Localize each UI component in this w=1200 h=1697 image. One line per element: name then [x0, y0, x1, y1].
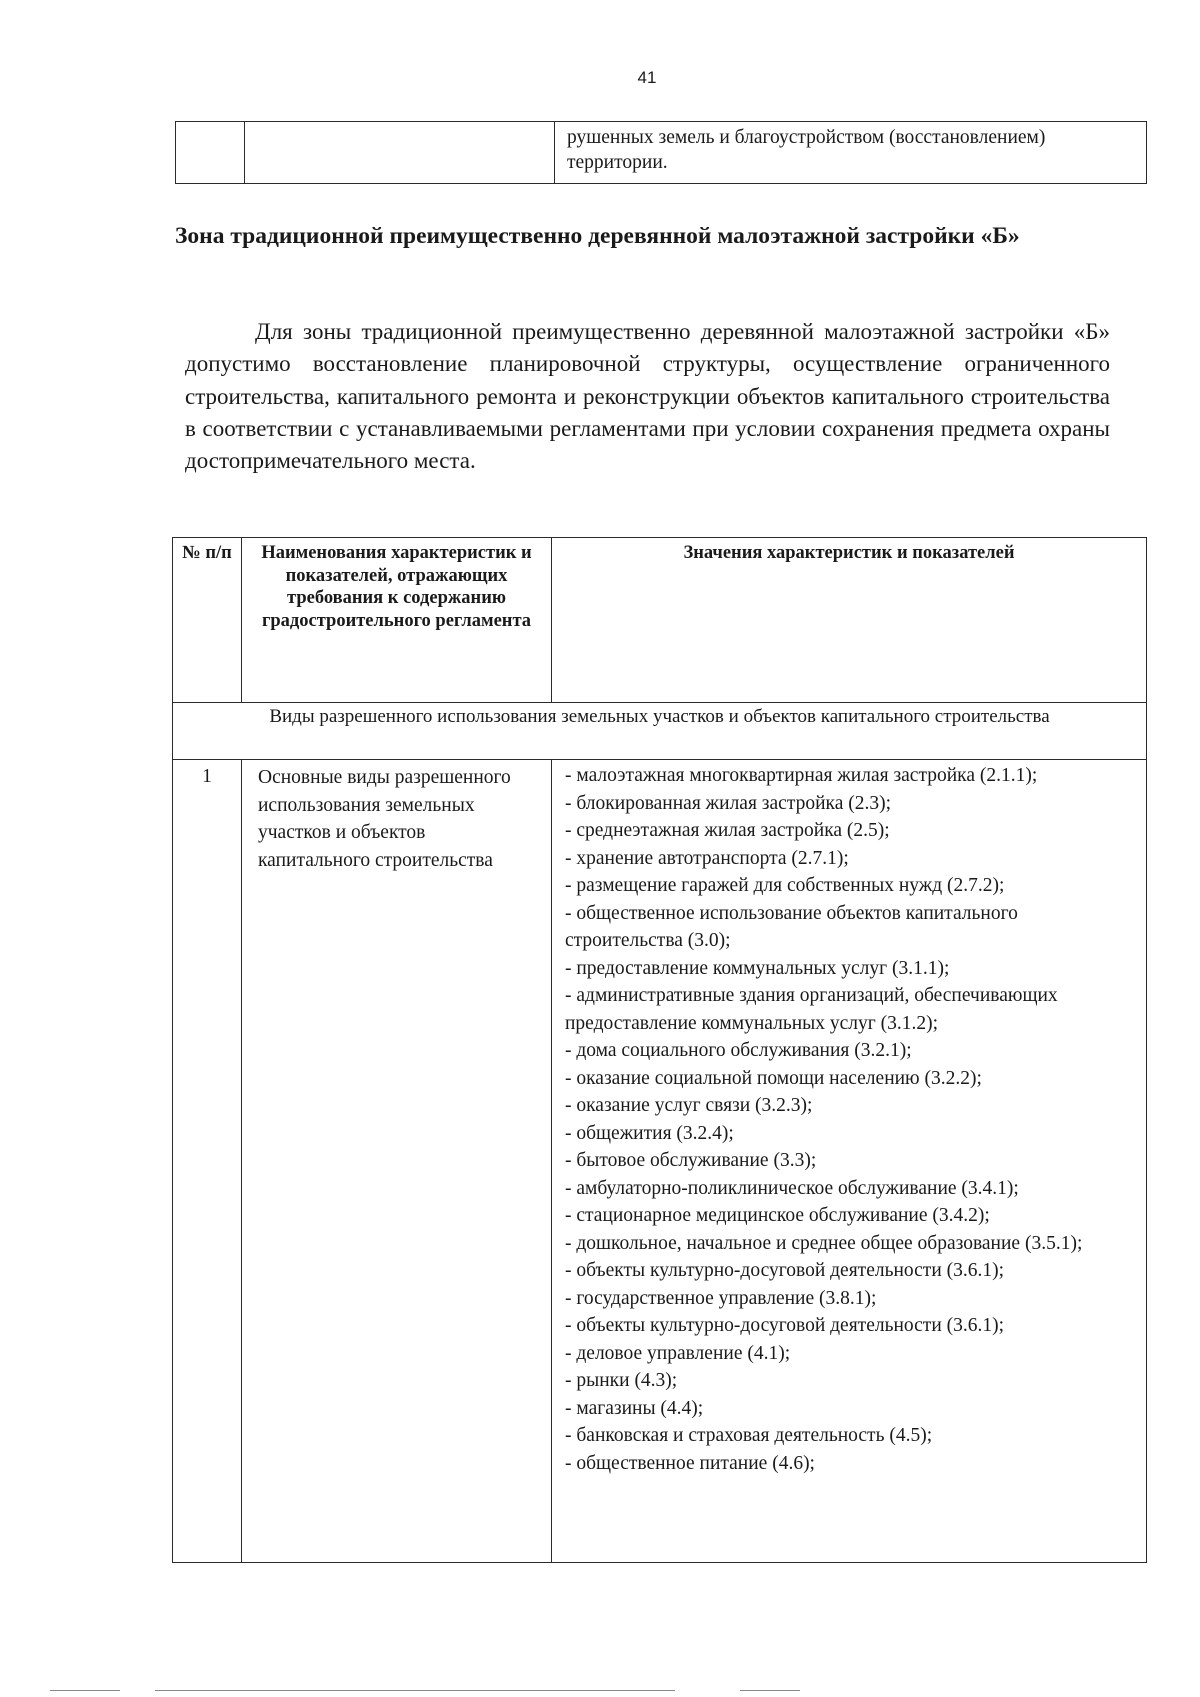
usage-list	[565, 762, 1140, 1477]
page-number: 41	[637, 68, 657, 87]
usage-item: - среднеэтажная жилая застройка (2.5);	[565, 820, 890, 841]
usage-item: - рынки (4.3);	[565, 1370, 678, 1391]
footer-line	[155, 1690, 675, 1691]
usage-item: - административные здания организаций, обеспечивающих предоставление коммунальных услуг (3.1.2);	[565, 985, 1058, 1034]
footer-line	[50, 1690, 120, 1691]
row-name: Основные виды разрешенного использования земельных участков и объектов капитального строительства	[242, 760, 552, 1563]
usage-item: - размещение гаражей для собственных нужд (2.7.2);	[565, 875, 1005, 896]
header-values: Значения характеристик и показателей	[552, 538, 1147, 703]
continuation-table	[175, 121, 1147, 184]
table-row	[176, 122, 1147, 184]
table-row	[173, 760, 1147, 1563]
usage-item: - дошкольное, начальное и среднее общее образование (3.5.1);	[565, 1232, 1083, 1254]
empty-cell	[176, 122, 245, 184]
header-name: Наименования характеристик и показателей, отражающих требования к содержанию градостроительного регламента	[242, 538, 552, 703]
usage-item: - оказание социальной помощи населению (3.2.2);	[565, 1067, 982, 1089]
usage-item: - банковская и страховая деятельность (4.5);	[565, 1425, 933, 1446]
usage-item: - стационарное медицинское обслуживание (3.4.2);	[565, 1205, 990, 1226]
usage-item: - магазины (4.4);	[565, 1397, 704, 1419]
usage-item: - государственное управление (3.8.1);	[565, 1287, 877, 1309]
usage-item: - амбулаторно-поликлиническое обслуживание (3.4.1);	[565, 1177, 1019, 1199]
table-header-row	[173, 538, 1147, 703]
row-number: 1	[173, 760, 242, 1563]
usage-item: - общежития (3.2.4);	[565, 1122, 734, 1144]
header-number: № п/п	[173, 538, 242, 703]
empty-cell	[245, 122, 555, 184]
intro-paragraph: Для зоны традиционной преимущественно деревянной малоэтажной застройки «Б» допустимо восстановление планировочной структуры, осуществление ограниченного строительства, капитального ремонта и реконструкции объектов капитального строительства в соответствии с устанавливаемыми регламентами при условии сохранения предмета охраны достопримечательного места.	[185, 319, 1110, 474]
section-row-label: Виды разрешенного использования земельных участков и объектов капитального строительства	[173, 703, 1147, 760]
usage-item: - деловое управление (4.1);	[565, 1342, 791, 1364]
usage-item: - оказание услуг связи (3.2.3);	[565, 1095, 813, 1116]
usage-item: - бытовое обслуживание (3.3);	[565, 1150, 817, 1171]
section-heading: Зона традиционной преимущественно деревянной малоэтажной застройки «Б»	[175, 223, 1020, 249]
usage-item: - блокированная жилая застройка (2.3);	[565, 792, 892, 814]
usage-item: - малоэтажная многоквартирная жилая застройка (2.1.1);	[565, 765, 1038, 786]
usage-item: - объекты культурно-досуговой деятельности (3.6.1);	[565, 1260, 1005, 1281]
usage-item: - дома социального обслуживания (3.2.1);	[565, 1040, 912, 1061]
usage-item: - общественное питание (4.6);	[565, 1452, 815, 1474]
section-row	[173, 703, 1147, 760]
row-values	[552, 760, 1147, 1563]
regulation-table	[172, 537, 1147, 1563]
usage-item: - предоставление коммунальных услуг (3.1.1);	[565, 957, 950, 979]
footer-line	[740, 1690, 800, 1691]
continuation-text: рушенных земель и благоустройством (восстановлением) территории.	[555, 122, 1147, 184]
usage-item: - хранение автотранспорта (2.7.1);	[565, 847, 849, 869]
usage-item: - общественное использование объектов капитального строительства (3.0);	[565, 902, 1018, 951]
usage-item: - объекты культурно-досуговой деятельности (3.6.1);	[565, 1315, 1005, 1336]
